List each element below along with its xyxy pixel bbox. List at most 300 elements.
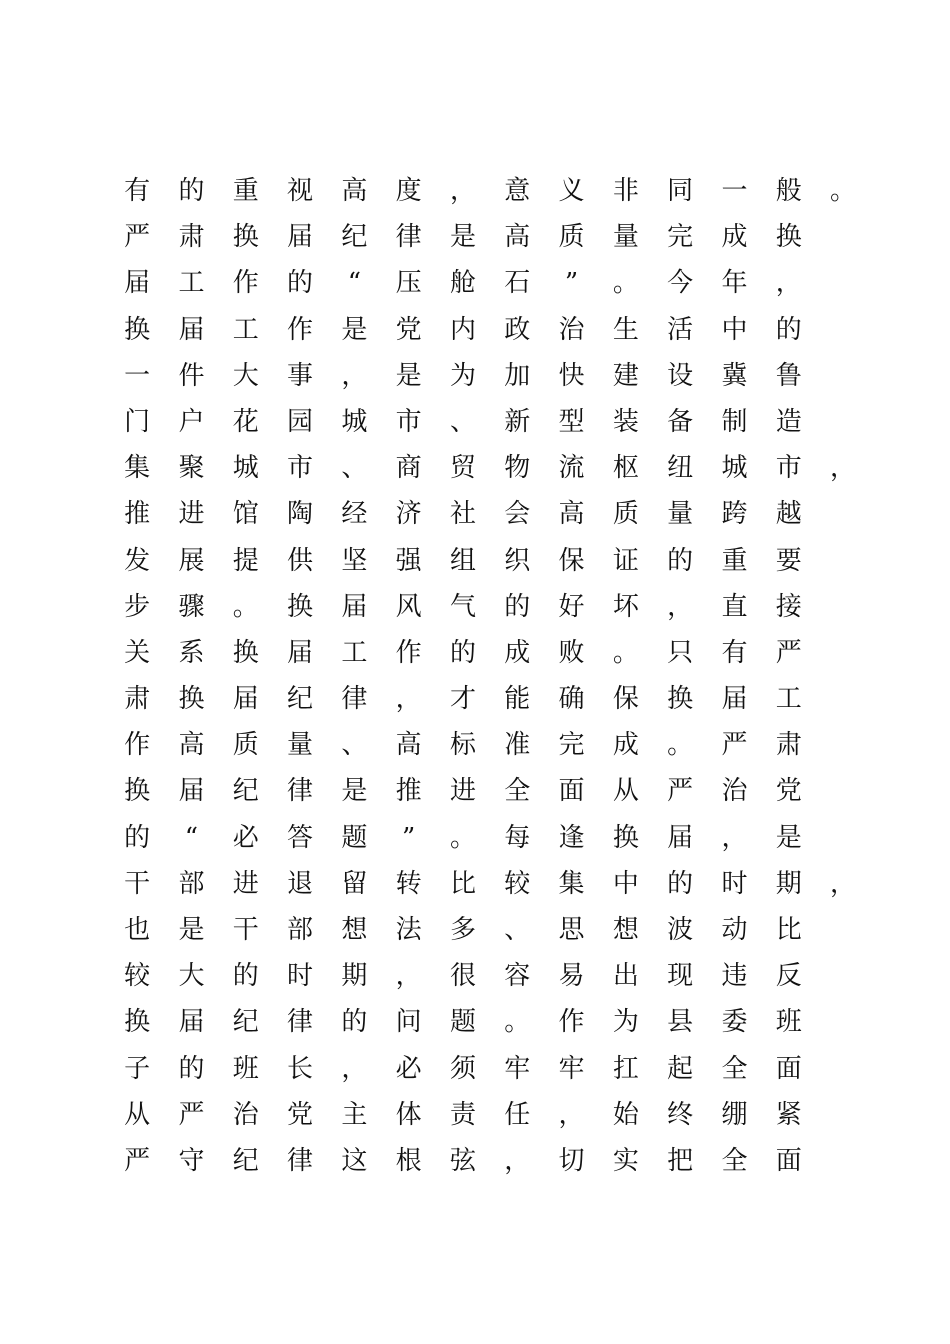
text-char: 作	[287, 314, 314, 345]
text-char: 作	[395, 637, 422, 668]
text-char: 完	[558, 730, 585, 761]
text-char: 肃	[775, 730, 802, 761]
text-line	[110, 445, 870, 491]
text-char: 时	[721, 868, 748, 899]
text-line	[110, 214, 870, 260]
text-char: 城	[721, 453, 748, 484]
text-char: 气	[449, 591, 476, 622]
text-char: 度	[395, 176, 422, 206]
text-char: 门	[124, 406, 151, 437]
text-char: 只	[667, 637, 694, 668]
text-char: 制	[721, 406, 748, 437]
text-char: 是	[775, 822, 802, 853]
text-char: 作	[232, 268, 259, 299]
text-char: 长	[287, 1053, 314, 1084]
text-char: 建	[612, 360, 639, 391]
text-char: 压	[395, 268, 422, 299]
text-char: 部	[287, 915, 314, 945]
text-line	[110, 861, 870, 907]
text-line	[110, 815, 870, 861]
text-char: 换	[124, 776, 151, 807]
text-char: 败	[558, 637, 585, 668]
text-char: 想	[612, 915, 639, 945]
text-char: 强	[395, 545, 422, 576]
text-char: 视	[287, 176, 314, 206]
text-char: 届	[178, 776, 205, 807]
text-char: 的	[667, 868, 694, 899]
text-char: 。	[667, 730, 694, 761]
text-char: 时	[287, 961, 314, 992]
text-char: 般	[775, 176, 802, 206]
text-char: 比	[775, 915, 802, 945]
text-char: 答	[287, 822, 314, 853]
text-char: 为	[449, 360, 476, 391]
text-char: 严	[667, 776, 694, 807]
text-char: 经	[341, 499, 368, 530]
text-char: 保	[558, 545, 585, 576]
text-line	[110, 260, 870, 306]
text-char: 一	[721, 176, 748, 206]
text-char: 为	[612, 1007, 639, 1038]
text-char: 换	[232, 637, 259, 668]
text-char: 肃	[178, 222, 205, 253]
text-char: 把	[667, 1145, 694, 1176]
text-char: 市	[395, 406, 422, 437]
text-char: 党	[775, 776, 802, 807]
text-char: 主	[341, 1099, 368, 1130]
text-char: 也	[124, 915, 151, 945]
text-char: 根	[395, 1145, 422, 1176]
text-char: 体	[395, 1099, 422, 1130]
text-char: 聚	[178, 453, 205, 484]
text-char: 思	[558, 915, 585, 945]
text-char: 纽	[667, 453, 694, 484]
text-char: 纪	[232, 776, 259, 807]
text-char: 流	[558, 453, 585, 484]
text-line	[110, 907, 870, 953]
text-char: 组	[449, 545, 476, 576]
text-char: 终	[667, 1099, 694, 1130]
text-char: 换	[124, 1007, 151, 1038]
text-char: 较	[124, 961, 151, 992]
text-char: 纪	[232, 1145, 259, 1176]
text-char: ，	[830, 453, 857, 484]
text-char: ，	[395, 961, 422, 992]
text-char: 进	[178, 499, 205, 530]
text-char: 律	[287, 1007, 314, 1038]
text-char: 量	[667, 499, 694, 530]
text-char: 完	[667, 222, 694, 253]
text-char: 市	[287, 453, 314, 484]
text-char: 推	[395, 776, 422, 807]
text-line	[110, 722, 870, 768]
text-char: 石	[504, 268, 531, 299]
text-char: 有	[124, 176, 151, 206]
text-char: 换	[612, 822, 639, 853]
text-char: ”	[564, 268, 579, 299]
text-char: ，	[395, 684, 422, 715]
text-char: 肃	[124, 684, 151, 715]
text-char: 质	[612, 499, 639, 530]
text-char: 全	[504, 776, 531, 807]
text-char: 律	[341, 684, 368, 715]
text-char: 城	[341, 406, 368, 437]
text-char: 面	[775, 1053, 802, 1084]
text-char: 推	[124, 499, 151, 530]
text-line	[110, 630, 870, 676]
text-char: 接	[775, 591, 802, 622]
text-char: 工	[232, 314, 259, 345]
text-char: 型	[558, 406, 585, 437]
text-char: 新	[504, 406, 531, 437]
text-char: 工	[178, 268, 205, 299]
text-char: 出	[612, 961, 639, 992]
text-line	[110, 584, 870, 630]
text-char: 好	[558, 591, 585, 622]
text-line	[110, 491, 870, 537]
text-char: 律	[287, 776, 314, 807]
text-char: 届	[178, 1007, 205, 1038]
text-char: 准	[504, 730, 531, 761]
text-char: 违	[721, 961, 748, 992]
text-char: 容	[504, 961, 531, 992]
text-char: ，	[830, 868, 857, 899]
text-char: 的	[449, 637, 476, 668]
text-char: 确	[558, 684, 585, 715]
text-char: 很	[449, 961, 476, 992]
text-char: 题	[449, 1007, 476, 1038]
text-char: 治	[558, 314, 585, 345]
text-char: 律	[287, 1145, 314, 1176]
text-char: 馆	[232, 499, 259, 530]
text-char: 一	[124, 360, 151, 391]
text-char: 。	[232, 591, 259, 622]
text-char: 贸	[449, 453, 476, 484]
text-char: “	[184, 822, 199, 853]
text-char: 届	[178, 314, 205, 345]
text-line	[110, 676, 870, 722]
text-char: 直	[721, 591, 748, 622]
text-char: 届	[287, 637, 314, 668]
text-char: 面	[558, 776, 585, 807]
text-char: 户	[178, 406, 205, 437]
text-char: 保	[612, 684, 639, 715]
text-char: 责	[449, 1099, 476, 1130]
text-char: 高	[558, 499, 585, 530]
text-char: 届	[667, 822, 694, 853]
text-line	[110, 953, 870, 999]
text-line	[110, 768, 870, 814]
text-char: 班	[232, 1053, 259, 1084]
text-char: “	[347, 268, 361, 299]
text-char: 发	[124, 545, 151, 576]
text-char: 必	[395, 1053, 422, 1084]
text-char: 换	[287, 591, 314, 622]
text-char: 作	[558, 1007, 585, 1038]
text-char: 的	[178, 1053, 205, 1084]
text-char: 守	[178, 1145, 205, 1176]
text-char: ，	[341, 1053, 368, 1084]
text-char: 严	[124, 222, 151, 253]
text-char: 能	[504, 684, 531, 715]
text-char: 的	[232, 961, 259, 992]
text-char: 律	[395, 222, 422, 253]
text-char: 量	[612, 222, 639, 253]
text-char: 非	[612, 176, 639, 206]
text-char: 织	[504, 545, 531, 576]
text-line	[110, 307, 870, 353]
text-char: 大	[178, 961, 205, 992]
text-char: 。	[830, 176, 857, 206]
text-char: 义	[558, 176, 585, 206]
text-line	[110, 999, 870, 1045]
text-char: 的	[341, 1007, 368, 1038]
text-char: 的	[775, 314, 802, 345]
text-char: 纪	[287, 684, 314, 715]
text-char: 问	[395, 1007, 422, 1038]
text-char: 中	[721, 314, 748, 345]
text-char: 是	[341, 314, 368, 345]
text-char: 量	[287, 730, 314, 761]
text-char: 治	[721, 776, 748, 807]
text-char: 实	[612, 1145, 639, 1176]
text-char: 意	[504, 176, 531, 206]
text-char: ，	[721, 822, 748, 853]
text-char: 要	[775, 545, 802, 576]
text-line	[110, 353, 870, 399]
text-char: 紧	[775, 1099, 802, 1130]
text-char: 换	[667, 684, 694, 715]
text-char: 县	[667, 1007, 694, 1038]
text-char: 期	[775, 868, 802, 899]
text-char: 是	[341, 776, 368, 807]
text-char: 成	[612, 730, 639, 761]
text-char: 留	[341, 868, 368, 899]
text-char: 班	[775, 1007, 802, 1038]
text-char: 花	[232, 406, 259, 437]
text-char: 届	[287, 222, 314, 253]
text-char: 陶	[287, 499, 314, 530]
text-char: 、	[504, 915, 531, 945]
text-char: 的	[178, 176, 205, 206]
text-line	[110, 1046, 870, 1092]
text-char: 切	[558, 1145, 585, 1176]
text-char: 设	[667, 360, 694, 391]
text-char: 扛	[612, 1053, 639, 1084]
text-char: 须	[449, 1053, 476, 1084]
text-char: 期	[341, 961, 368, 992]
text-char: ，	[341, 360, 368, 391]
text-char: 同	[667, 176, 694, 206]
text-char: 纪	[232, 1007, 259, 1038]
text-char: 步	[124, 591, 151, 622]
text-char: 比	[449, 868, 476, 899]
text-char: 全	[721, 1053, 748, 1084]
text-char: 全	[721, 1145, 748, 1176]
text-char: 治	[232, 1099, 259, 1130]
text-char: 园	[287, 406, 314, 437]
text-char: 跨	[721, 499, 748, 530]
text-char: 工	[775, 684, 802, 715]
text-char: 。	[504, 1007, 531, 1038]
text-char: 商	[395, 453, 422, 484]
text-char: 多	[449, 915, 476, 945]
text-char: 越	[775, 499, 802, 530]
text-char: 现	[667, 961, 694, 992]
text-char: 鲁	[775, 360, 802, 391]
text-char: 生	[612, 314, 639, 345]
text-char: 是	[449, 222, 476, 253]
text-char: 是	[395, 360, 422, 391]
text-char: 届	[721, 684, 748, 715]
text-char: 有	[721, 637, 748, 668]
text-char: 高	[341, 176, 368, 206]
text-char: 集	[558, 868, 585, 899]
text-char: 从	[124, 1099, 151, 1130]
text-char: 是	[178, 915, 205, 945]
text-char: 逢	[558, 822, 585, 853]
text-char: 证	[612, 545, 639, 576]
text-char: 进	[449, 776, 476, 807]
text-char: 换	[232, 222, 259, 253]
text-char: 波	[667, 915, 694, 945]
text-char: 政	[504, 314, 531, 345]
body-text	[110, 168, 870, 1184]
text-char: 干	[232, 915, 259, 945]
text-char: 面	[775, 1145, 802, 1176]
text-char: 、	[449, 406, 476, 437]
text-char: 题	[341, 822, 368, 853]
text-line	[110, 399, 870, 445]
text-char: 市	[775, 453, 802, 484]
text-char: 供	[287, 545, 314, 576]
text-char: 坚	[341, 545, 368, 576]
text-char: 换	[124, 314, 151, 345]
text-char: 较	[504, 868, 531, 899]
text-char: 。	[612, 637, 639, 668]
text-char: 、	[341, 730, 368, 761]
text-char: ，	[775, 268, 802, 299]
text-char: 重	[232, 176, 259, 206]
text-char: 每	[504, 822, 531, 853]
text-char: 部	[178, 868, 205, 899]
text-char: 舱	[449, 268, 476, 299]
text-char: 严	[775, 637, 802, 668]
text-char: 活	[667, 314, 694, 345]
text-char: 转	[395, 868, 422, 899]
text-char: 风	[395, 591, 422, 622]
text-char: 装	[612, 406, 639, 437]
text-char: 成	[504, 637, 531, 668]
text-char: 想	[341, 915, 368, 945]
text-char: 事	[287, 360, 314, 391]
text-char: 枢	[612, 453, 639, 484]
text-char: 展	[178, 545, 205, 576]
text-char: 才	[449, 684, 476, 715]
text-char: 物	[504, 453, 531, 484]
text-char: 绷	[721, 1099, 748, 1130]
text-char: 必	[232, 822, 259, 853]
text-char: 大	[232, 360, 259, 391]
text-char: 高	[504, 222, 531, 253]
text-char: 集	[124, 453, 151, 484]
text-char: 严	[721, 730, 748, 761]
text-char: 进	[232, 868, 259, 899]
text-char: 系	[178, 637, 205, 668]
text-char: 易	[558, 961, 585, 992]
text-char: 内	[449, 314, 476, 345]
text-char: 任	[504, 1099, 531, 1130]
text-char: 届	[341, 591, 368, 622]
text-char: 起	[667, 1053, 694, 1084]
text-char: ，	[667, 591, 694, 622]
text-char: 作	[124, 730, 151, 761]
text-char: 法	[395, 915, 422, 945]
text-char: 这	[341, 1145, 368, 1176]
text-char: 社	[449, 499, 476, 530]
text-char: 干	[124, 868, 151, 899]
text-char: 动	[721, 915, 748, 945]
text-line	[110, 1092, 870, 1138]
text-char: 造	[775, 406, 802, 437]
text-char: 党	[395, 314, 422, 345]
text-char: 年	[721, 268, 748, 299]
text-char: 牢	[558, 1053, 585, 1084]
text-char: 提	[232, 545, 259, 576]
text-char: 济	[395, 499, 422, 530]
text-char: 换	[178, 684, 205, 715]
text-char: 快	[558, 360, 585, 391]
text-char: 弦	[449, 1145, 476, 1176]
text-char: 中	[612, 868, 639, 899]
text-char: 件	[178, 360, 205, 391]
text-char: 换	[775, 222, 802, 253]
text-char: 骤	[178, 591, 205, 622]
text-char: 冀	[721, 360, 748, 391]
text-char: 。	[612, 268, 639, 299]
text-char: 始	[612, 1099, 639, 1130]
text-char: 高	[395, 730, 422, 761]
text-char: 严	[124, 1145, 151, 1176]
text-char: ”	[402, 822, 416, 853]
text-char: 届	[124, 268, 151, 299]
text-char: 成	[721, 222, 748, 253]
text-char: 会	[504, 499, 531, 530]
text-char: 质	[558, 222, 585, 253]
text-char: 备	[667, 406, 694, 437]
text-char: 退	[287, 868, 314, 899]
text-char: 严	[178, 1099, 205, 1130]
text-char: 子	[124, 1053, 151, 1084]
text-char: 届	[232, 684, 259, 715]
text-char: 。	[449, 822, 476, 853]
text-char: 纪	[341, 222, 368, 253]
text-char: 从	[612, 776, 639, 807]
text-char: 关	[124, 637, 151, 668]
text-char: 反	[775, 961, 802, 992]
text-char: 加	[504, 360, 531, 391]
text-char: 的	[504, 591, 531, 622]
text-char: ，	[449, 176, 476, 206]
text-char: 标	[449, 730, 476, 761]
text-line	[110, 168, 870, 214]
text-char: 的	[287, 268, 314, 299]
text-char: ，	[504, 1145, 531, 1176]
text-char: 、	[341, 453, 368, 484]
text-char: 质	[232, 730, 259, 761]
text-char: 今	[667, 268, 694, 299]
text-char: 的	[667, 545, 694, 576]
